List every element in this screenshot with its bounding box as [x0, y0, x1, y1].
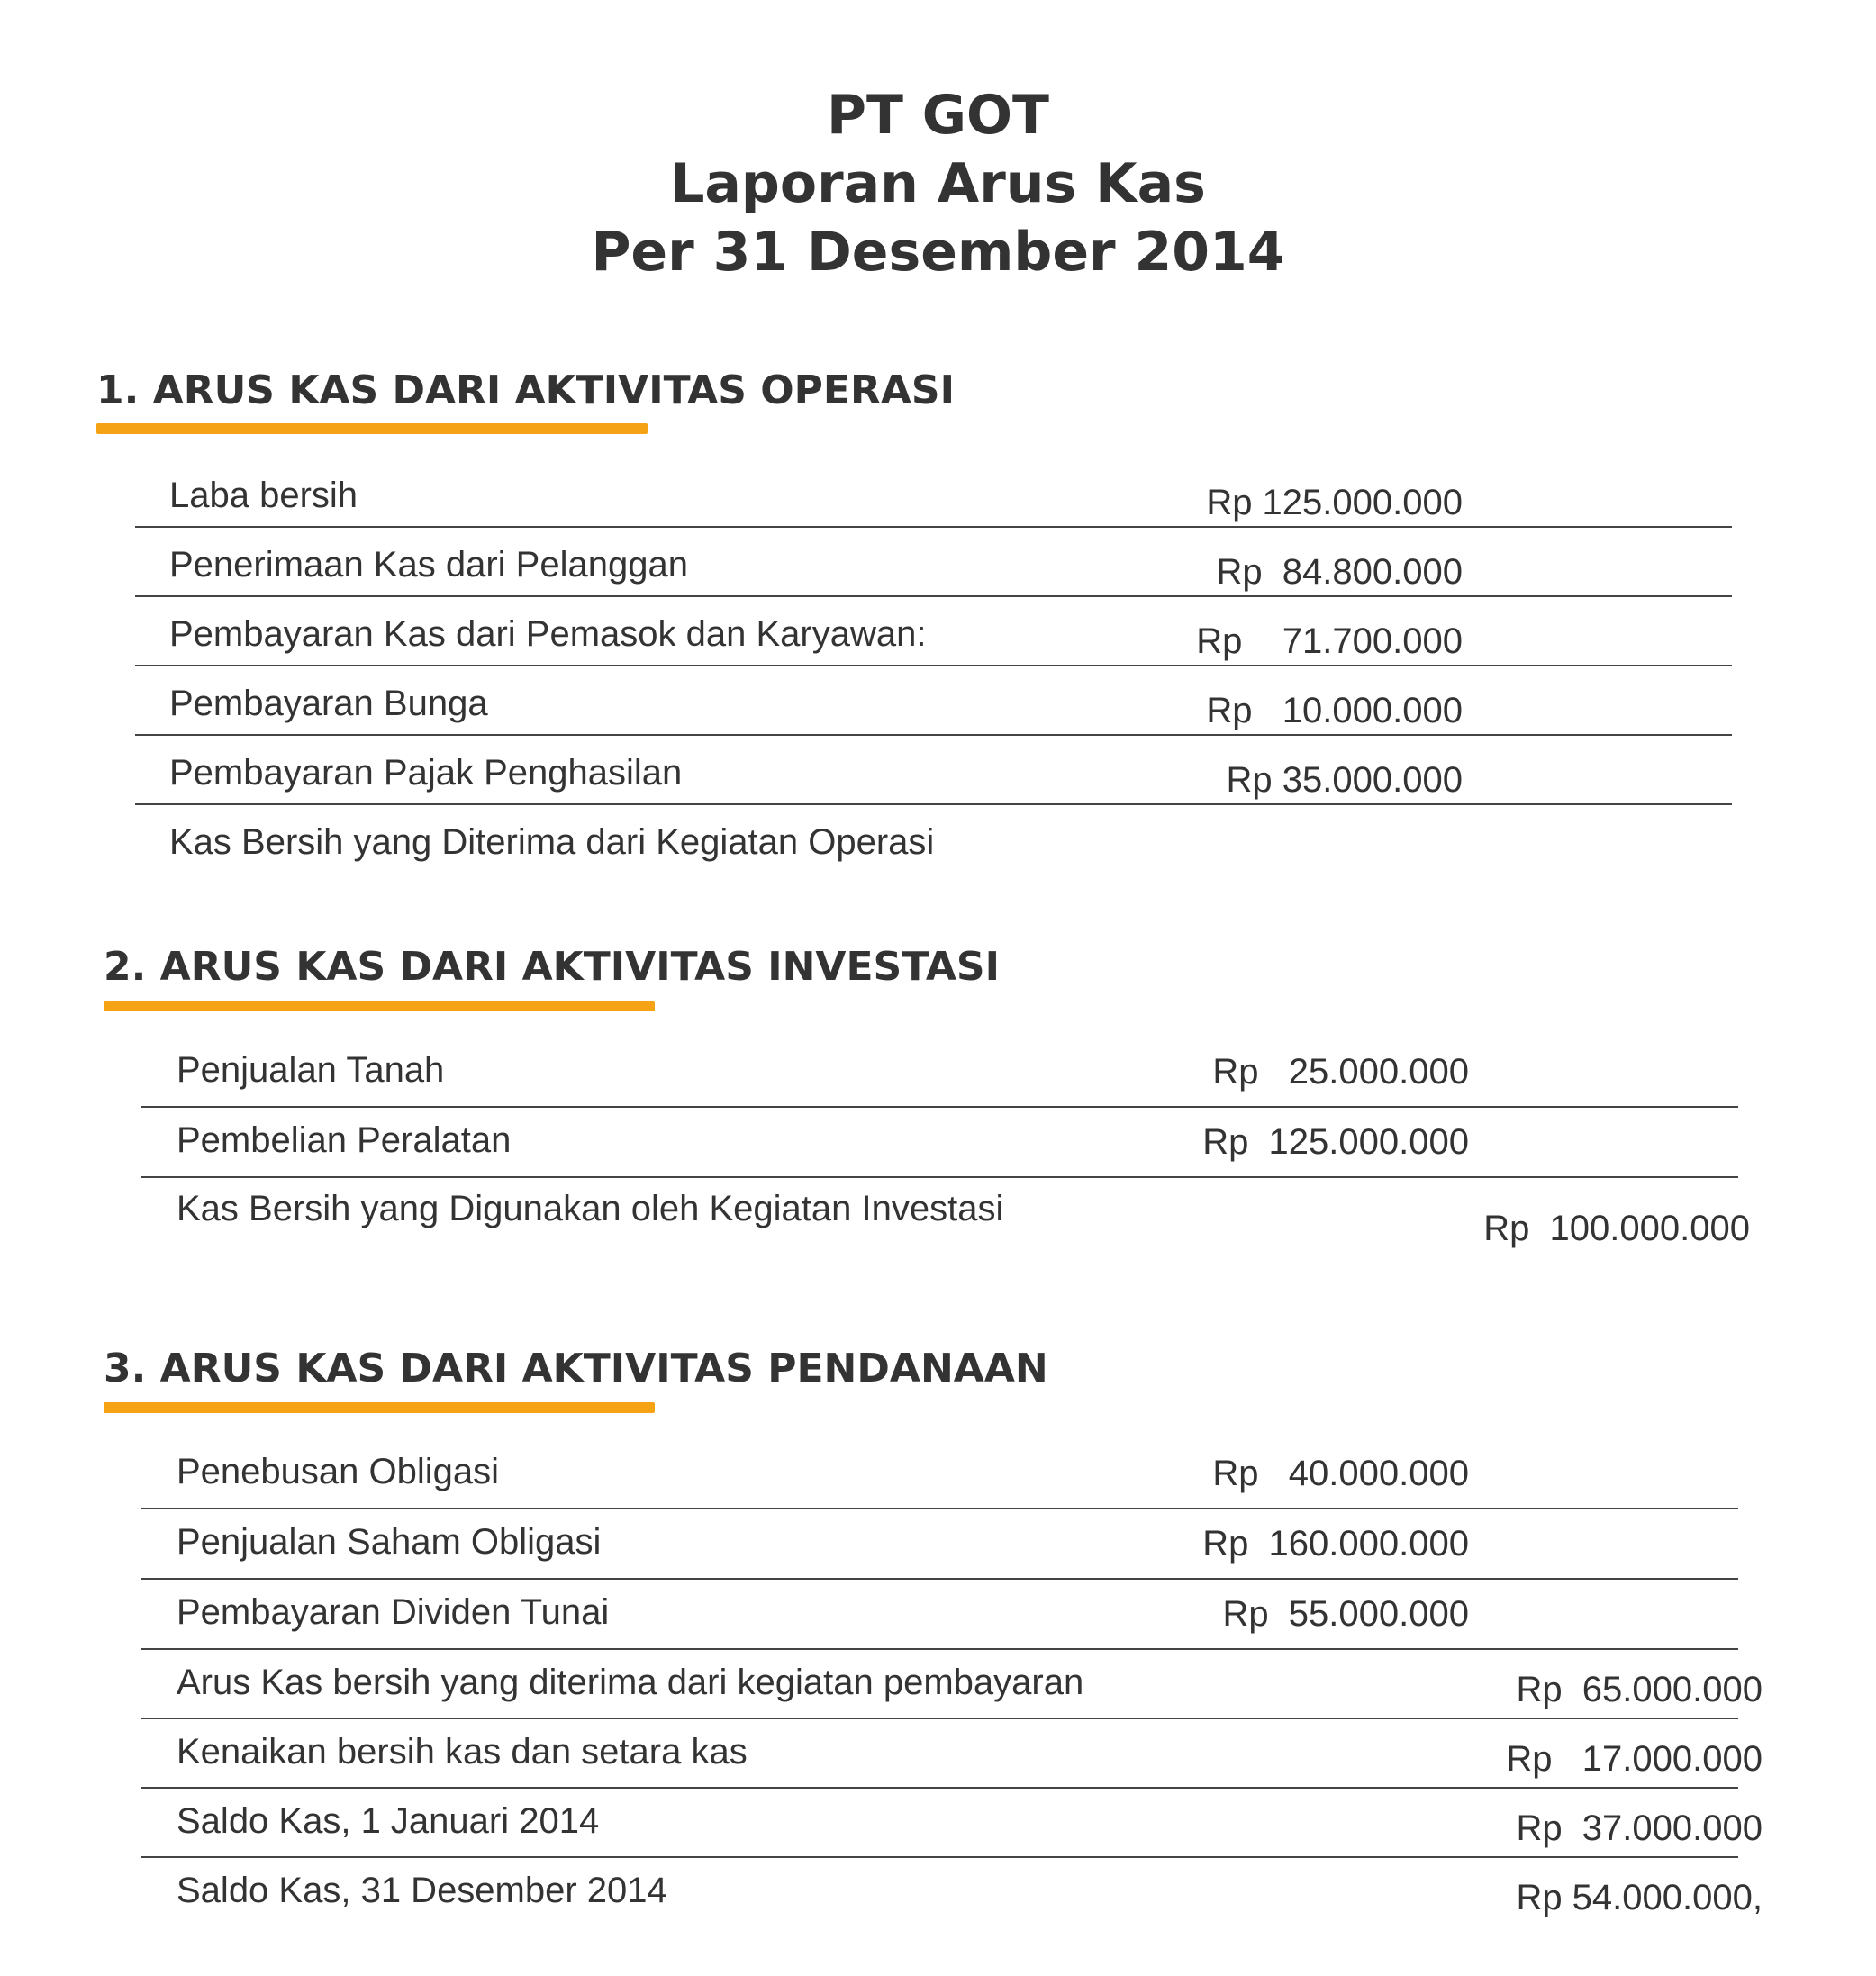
- section-heading-operasi: 1. ARUS KAS DARI AKTIVITAS OPERASI: [96, 367, 955, 413]
- row-divider: [141, 1578, 1738, 1580]
- row-label-pembayaran-bunga: Pembayaran Bunga: [169, 684, 488, 723]
- row-label-pembayaran-pemasok: Pembayaran Kas dari Pemasok dan Karyawan:: [169, 614, 927, 654]
- row-label-penjualan-saham: Penjualan Saham Obligasi: [177, 1522, 602, 1562]
- row-label-penjualan-tanah: Penjualan Tanah: [177, 1050, 445, 1090]
- summary-label-saldo-awal: Saldo Kas, 1 Januari 2014: [177, 1801, 600, 1841]
- row-label-pajak-penghasilan: Pembayaran Pajak Penghasilan: [169, 753, 683, 793]
- row-divider: [141, 1176, 1738, 1178]
- row-divider: [135, 526, 1732, 528]
- row-amount-pembelian-peralatan: Rp 125.000.000: [1202, 1122, 1469, 1162]
- row-divider: [141, 1106, 1738, 1108]
- row-divider: [135, 803, 1732, 805]
- row-amount-penebusan-obligasi: Rp 40.000.000: [1212, 1454, 1469, 1493]
- row-divider: [141, 1856, 1738, 1858]
- total-amount-investasi: Rp 100.000.000: [1483, 1209, 1750, 1248]
- row-label-laba-bersih: Laba bersih: [169, 476, 358, 515]
- summary-label-arus-kas-bersih: Arus Kas bersih yang diterima dari kegiatan pembayaran: [177, 1663, 1084, 1702]
- row-divider: [135, 595, 1732, 597]
- row-amount-pajak-penghasilan: Rp 35.000.000: [1226, 760, 1463, 800]
- summary-amount-arus-kas-bersih: Rp 65.000.000: [1516, 1670, 1763, 1709]
- row-amount-penjualan-saham: Rp 160.000.000: [1202, 1524, 1469, 1564]
- row-amount-pembayaran-pemasok: Rp 71.700.000: [1196, 621, 1463, 661]
- section-heading-pendanaan: 3. ARUS KAS DARI AKTIVITAS PENDANAAN: [104, 1346, 1048, 1391]
- summary-amount-saldo-awal: Rp 37.000.000: [1516, 1808, 1763, 1848]
- section-underline-pendanaan: [104, 1402, 655, 1413]
- row-label-penerimaan-kas: Penerimaan Kas dari Pelanggan: [169, 545, 688, 585]
- row-divider: [141, 1718, 1738, 1719]
- row-amount-penjualan-tanah: Rp 25.000.000: [1212, 1052, 1469, 1092]
- company-name: PT GOT: [827, 84, 1049, 147]
- total-label-investasi: Kas Bersih yang Digunakan oleh Kegiatan Investasi: [177, 1189, 1004, 1228]
- section-heading-investasi: 2. ARUS KAS DARI AKTIVITAS INVESTASI: [104, 944, 1000, 990]
- section-underline-operasi: [96, 423, 648, 434]
- row-amount-pembayaran-bunga: Rp 10.000.000: [1206, 691, 1463, 730]
- row-divider: [135, 734, 1732, 736]
- row-label-pembelian-peralatan: Pembelian Peralatan: [177, 1120, 512, 1160]
- summary-label-saldo-akhir: Saldo Kas, 31 Desember 2014: [177, 1871, 667, 1910]
- row-divider: [141, 1787, 1738, 1789]
- row-label-dividen-tunai: Pembayaran Dividen Tunai: [177, 1592, 610, 1632]
- row-label-penebusan-obligasi: Penebusan Obligasi: [177, 1452, 500, 1491]
- report-title: Laporan Arus Kas: [670, 152, 1206, 215]
- row-amount-laba-bersih: Rp 125.000.000: [1206, 483, 1463, 522]
- row-divider: [141, 1648, 1738, 1650]
- summary-amount-kenaikan-kas: Rp 17.000.000: [1506, 1739, 1763, 1779]
- row-amount-penerimaan-kas: Rp 84.800.000: [1216, 552, 1463, 592]
- row-amount-dividen-tunai: Rp 55.000.000: [1222, 1594, 1469, 1634]
- summary-label-kenaikan-kas: Kenaikan bersih kas dan setara kas: [177, 1732, 748, 1772]
- section-underline-investasi: [104, 1001, 655, 1011]
- row-divider: [135, 665, 1732, 666]
- total-label-operasi: Kas Bersih yang Diterima dari Kegiatan Operasi: [169, 822, 935, 862]
- summary-amount-saldo-akhir: Rp 54.000.000,: [1516, 1878, 1763, 1917]
- row-divider: [141, 1508, 1738, 1509]
- report-period: Per 31 Desember 2014: [591, 221, 1285, 284]
